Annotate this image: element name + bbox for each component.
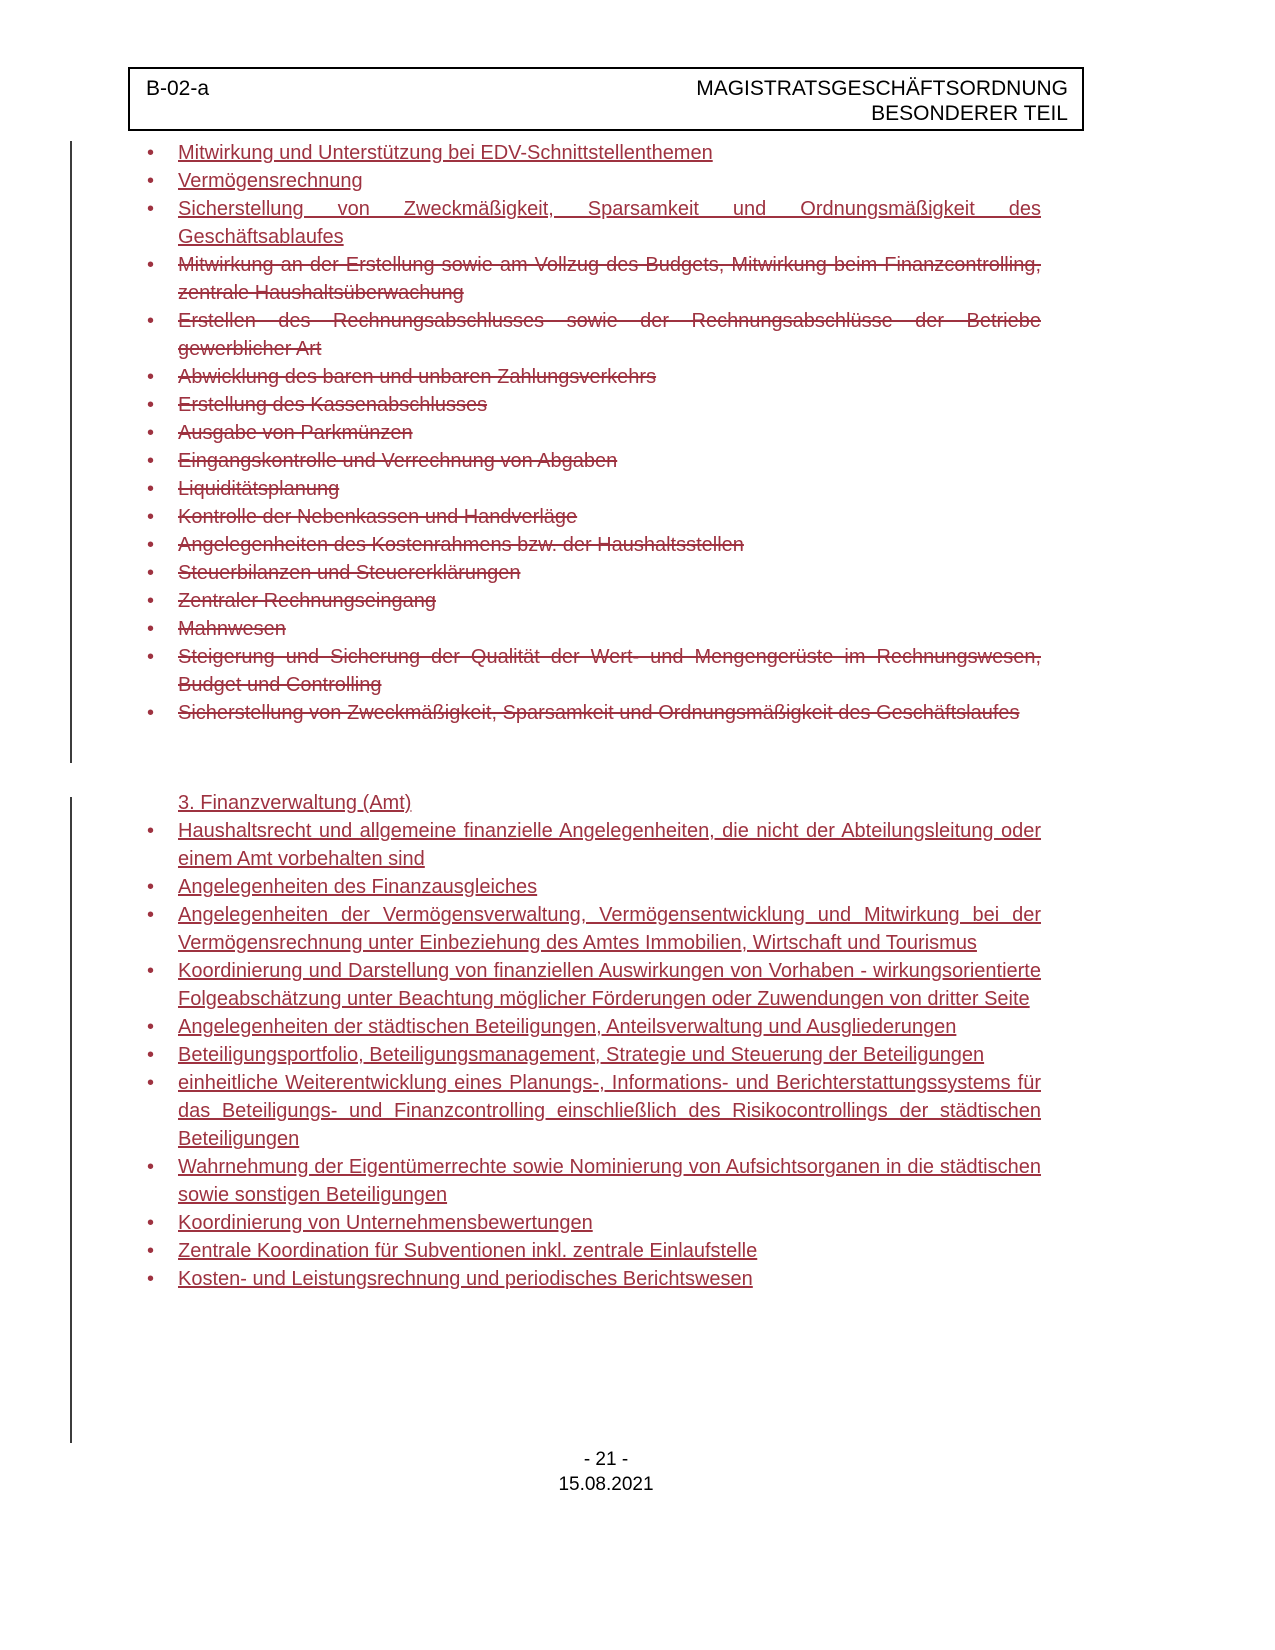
- bullet-list-section1: [144, 139, 1041, 727]
- list-item: [144, 901, 1041, 957]
- list-item-text: Beteiligungsportfolio, Beteiligungsmanagement, Strategie und Steuerung der Beteiligungen: [178, 1044, 985, 1066]
- list-item-text: Mitwirkung und Unterstützung bei EDV-Schnittstellenthemen: [178, 142, 713, 164]
- page-number: - 21 -: [583, 1449, 629, 1470]
- list-item-text: Erstellen des Rechnungsabschlusses sowie der Rechnungsabschlüsse der Betriebe gewerblicher Art: [178, 310, 1041, 360]
- list-item-text: Koordinierung von Unternehmensbewertungen: [178, 1212, 593, 1234]
- list-item: [144, 873, 1041, 901]
- change-bar-top: [70, 141, 72, 763]
- change-bar-bottom: [70, 797, 72, 1443]
- list-item: [144, 1237, 1041, 1265]
- list-item: [144, 957, 1041, 1013]
- section-spacer: [144, 727, 1041, 789]
- list-item: [144, 475, 1041, 503]
- list-item: [144, 139, 1041, 167]
- list-item-text: Angelegenheiten des Kostenrahmens bzw. der Haushaltsstellen: [178, 534, 744, 556]
- document-title: [696, 76, 1068, 126]
- list-item-text: Haushaltsrecht und allgemeine finanzielle Angelegenheiten, die nicht der Abteilungsleitung oder einem Amt vorbehalten sind: [178, 820, 1041, 870]
- list-item-text: Abwicklung des baren und unbaren Zahlungsverkehrs: [178, 366, 657, 388]
- list-item: [144, 699, 1041, 727]
- list-item: [144, 447, 1041, 475]
- document-title-line1: MAGISTRATSGESCHÄFTSORDNUNG: [696, 77, 1068, 100]
- list-item-text: Liquiditätsplanung: [178, 478, 340, 500]
- list-item: [144, 391, 1041, 419]
- list-item-text: Sicherstellung von Zweckmäßigkeit, Sparsamkeit und Ordnungsmäßigkeit des Geschäftsablaufes: [178, 198, 1041, 248]
- list-item: [144, 643, 1041, 699]
- list-item-text: Steuerbilanzen und Steuererklärungen: [178, 562, 521, 584]
- list-item-text: Koordinierung und Darstellung von finanziellen Auswirkungen von Vorhaben - wirkungsorientierte Folgeabschätzung unter Beachtung möglicher Förderungen oder Zuwendungen von dritter Seite: [178, 960, 1041, 1010]
- list-item-text: Kosten- und Leistungsrechnung und periodisches Berichtswesen: [178, 1268, 753, 1290]
- list-item: [144, 1209, 1041, 1237]
- list-item-text: Zentraler Rechnungseingang: [178, 590, 436, 612]
- list-item-text: Vermögensrechnung: [178, 170, 363, 192]
- list-item-text: Zentrale Koordination für Subventionen inkl. zentrale Einlaufstelle: [178, 1240, 758, 1262]
- page-header-box: [128, 67, 1084, 131]
- list-item: [144, 195, 1041, 251]
- list-item: [144, 1265, 1041, 1293]
- list-item-text: Sicherstellung von Zweckmäßigkeit, Sparsamkeit und Ordnungsmäßigkeit des Geschäftslaufes: [178, 702, 1020, 724]
- list-item-text: Wahrnehmung der Eigentümerrechte sowie Nominierung von Aufsichtsorganen in die städtischen sowie sonstigen Beteiligungen: [178, 1156, 1041, 1206]
- list-item-text: einheitliche Weiterentwicklung eines Planungs-, Informations- und Berichterstattungssystems für das Beteiligungs- und Finanzcontrolling einschließlich des Risikocontrollings der städtischen Beteiligungen: [178, 1072, 1041, 1150]
- list-item: [144, 1041, 1041, 1069]
- list-item: [144, 615, 1041, 643]
- list-item-text: Mahnwesen: [178, 618, 286, 640]
- list-item-text: Kontrolle der Nebenkassen und Handverläge: [178, 506, 578, 528]
- list-item-text: Angelegenheiten des Finanzausgleiches: [178, 876, 538, 898]
- list-item: [144, 167, 1041, 195]
- document-title-line2: BESONDERER TEIL: [871, 102, 1068, 125]
- list-item: [144, 419, 1041, 447]
- list-item: [144, 531, 1041, 559]
- list-item: [144, 363, 1041, 391]
- list-item-text: Erstellung des Kassenabschlusses: [178, 394, 488, 416]
- list-item-text: Angelegenheiten der städtischen Beteiligungen, Anteilsverwaltung und Ausgliederungen: [178, 1016, 957, 1038]
- list-item-text: Eingangskontrolle und Verrechnung von Abgaben: [178, 450, 618, 472]
- list-item-text: Steigerung und Sicherung der Qualität der Wert- und Mengengerüste im Rechnungswesen, Budget und Controlling: [178, 646, 1041, 696]
- list-item-text: Angelegenheiten der Vermögensverwaltung, Vermögensentwicklung und Mitwirkung bei der Vermögensrechnung unter Einbeziehung des Amtes Immobilien, Wirtschaft und Tourismus: [178, 904, 1041, 954]
- page-footer: [128, 1447, 1084, 1497]
- page-date: 15.08.2021: [558, 1474, 654, 1495]
- list-item: [144, 1069, 1041, 1153]
- list-item: [144, 587, 1041, 615]
- document-body: [144, 139, 1041, 1293]
- section-heading-finanzverwaltung: 3. Finanzverwaltung (Amt): [178, 792, 412, 814]
- list-item-text: Mitwirkung an der Erstellung sowie am Vollzug des Budgets, Mitwirkung beim Finanzcontrolling, zentrale Haushaltsüberwachung: [178, 254, 1041, 304]
- bullet-list-section2: [144, 817, 1041, 1293]
- list-item: [144, 307, 1041, 363]
- list-item: [144, 503, 1041, 531]
- list-item: [144, 1153, 1041, 1209]
- list-item: [144, 1013, 1041, 1041]
- list-item: [144, 251, 1041, 307]
- list-item-text: Ausgabe von Parkmünzen: [178, 422, 413, 444]
- list-item: [144, 817, 1041, 873]
- list-item: [144, 559, 1041, 587]
- document-code: B-02-a: [146, 77, 210, 100]
